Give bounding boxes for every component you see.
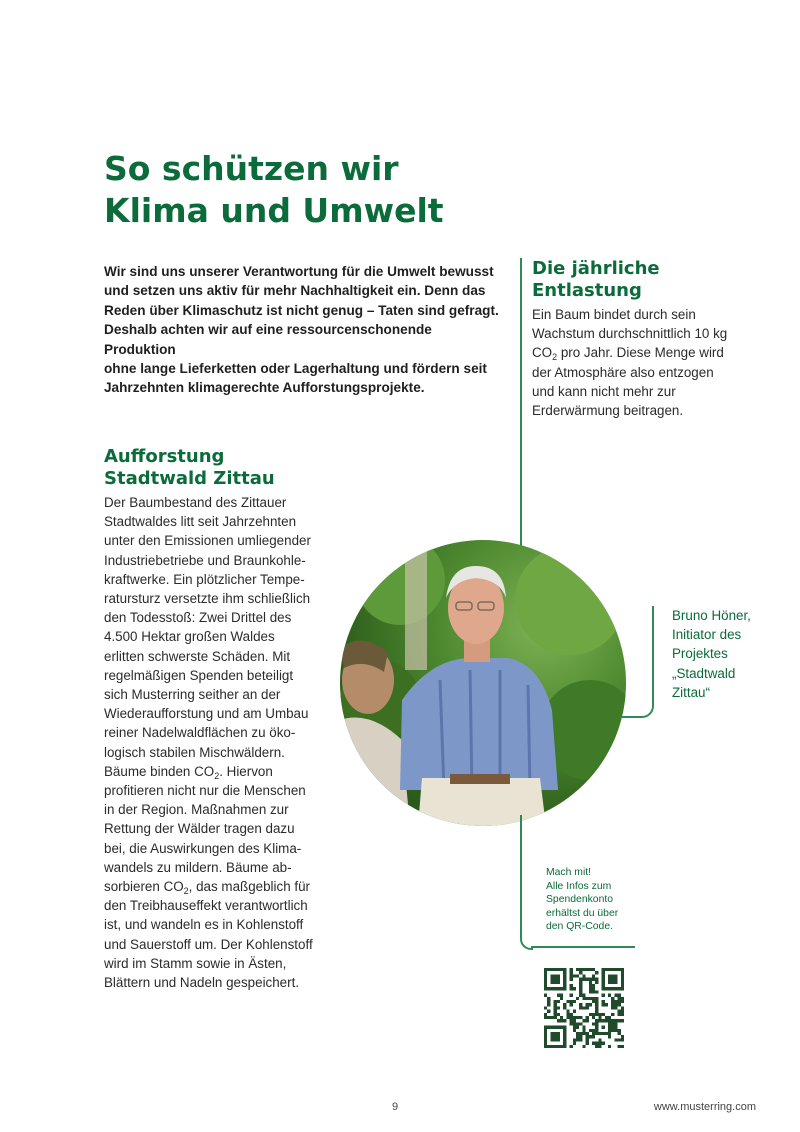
foliage-shape xyxy=(515,545,625,655)
forest-heading xyxy=(104,446,334,490)
shirt-shape xyxy=(400,658,558,790)
forest-line: Wiederaufforstung und am Umbau xyxy=(104,706,309,722)
relief-line: der Atmosphäre also entzogen xyxy=(532,364,714,380)
portrait-photo xyxy=(340,540,626,826)
relief-heading xyxy=(532,258,762,302)
forest-line: logisch stabilen Mischwäldern. xyxy=(104,744,285,760)
cta-line: Alle Infos zum xyxy=(546,880,612,892)
forest-line: Blättern und Nadeln gespeichert. xyxy=(104,975,300,991)
relief-line: Erderwärmung beitragen. xyxy=(532,403,684,419)
intro-line: ohne lange Lieferketten oder Lagerhaltung und fördern seit xyxy=(104,361,487,377)
forest-line: 4.500 Hektar großen Waldes xyxy=(104,629,275,645)
page-title xyxy=(104,148,444,232)
cta-text xyxy=(546,866,618,934)
co2-subscript: 2 xyxy=(183,886,189,897)
cta-line: erhältst du über xyxy=(546,907,619,919)
caption-line: Projektes xyxy=(672,646,728,662)
title-line: Klima und Umwelt xyxy=(104,191,444,230)
caption-line: Initiator des xyxy=(672,627,742,643)
footer-url[interactable]: www.musterring.com xyxy=(653,1101,756,1113)
caption-line: „Stadtwald xyxy=(672,665,736,681)
caption-line: Zittau“ xyxy=(672,684,710,700)
cta-connector xyxy=(520,815,533,950)
forest-line: reiner Nadelwaldflächen zu öko- xyxy=(104,725,296,741)
forest-line: sich Musterring seither an der xyxy=(104,687,281,703)
forest-line: profitieren nicht nur die Menschen xyxy=(104,783,306,799)
forest-line: und Sauerstoff um. Der Kohlenstoff xyxy=(104,936,313,952)
caption-connector xyxy=(620,606,654,718)
cta-line: den QR-Code. xyxy=(546,921,613,933)
forest-line: Industriebetriebe und Braunkohle- xyxy=(104,552,306,568)
relief-line: Ein Baum bindet durch sein xyxy=(532,307,696,322)
forest-line xyxy=(104,877,334,896)
divider-line xyxy=(520,258,522,548)
forest-line: Stadtwaldes litt seit Jahrzehnten xyxy=(104,514,297,530)
relief-heading-line: Die jährliche xyxy=(532,258,660,279)
forest-line-text: Bäume binden xyxy=(104,763,191,779)
cta-connector-line xyxy=(531,946,635,948)
forest-line: erlitten schwerste Schäden. Mit xyxy=(104,648,291,664)
relief-heading-line: Entlastung xyxy=(532,280,642,301)
forest-line-text: Hiervon xyxy=(226,763,273,779)
relief-line: Wachstum durchschnittlich 10 kg xyxy=(532,326,728,342)
co2-text: CO xyxy=(163,879,184,895)
forest-line: regelmäßigen Spenden beteiligt xyxy=(104,667,294,683)
forest-heading-line: Stadtwald Zittau xyxy=(104,468,275,489)
co2-text: CO xyxy=(194,763,215,779)
intro-line: Deshalb achten wir auf eine ressourcenschonende Produktion xyxy=(104,322,432,357)
forest-line: den Treibhauseffekt verantwortlich xyxy=(104,898,308,914)
forest-line: Der Baumbestand des Zittauer xyxy=(104,495,287,510)
forest-section xyxy=(104,446,334,992)
relief-text xyxy=(532,305,762,420)
forest-text xyxy=(104,493,334,992)
forest-line: bei, die Auswirkungen des Klima- xyxy=(104,840,302,856)
forest-line: in der Region. Maßnahmen zur xyxy=(104,802,289,818)
forest-line: Bäume binden $CO_2$. Hiervon xyxy=(104,763,273,781)
forest-line: kraftwerke. Ein plötzlicher Tempe- xyxy=(104,571,305,587)
caption-line: Bruno Höner, xyxy=(672,608,751,623)
cta-line: Mach mit! xyxy=(546,867,592,878)
belt-shape xyxy=(450,774,510,784)
forest-line: unter den Emissionen umliegender xyxy=(104,533,311,549)
relief-line-text: pro Jahr. Diese Menge wird xyxy=(560,345,724,361)
forest-line: ist, und wandeln es in Kohlenstoff xyxy=(104,917,304,933)
forest-heading-line: Aufforstung xyxy=(104,446,225,467)
co2-text: CO xyxy=(532,345,553,361)
relief-line: und kann nicht mehr zur xyxy=(532,383,676,399)
qr-code-icon[interactable] xyxy=(544,968,624,1048)
relief-section xyxy=(532,258,762,420)
page-number: 9 xyxy=(392,1101,399,1113)
intro-paragraph xyxy=(104,262,504,398)
foliage-shape xyxy=(355,540,445,625)
forest-line-text: , das maßgeblich für xyxy=(188,879,310,895)
forest-line: ratursturz versetzte ihm schließlich xyxy=(104,591,311,607)
forest-line: Rettung der Wälder tragen dazu xyxy=(104,821,295,837)
intro-line: und setzen uns aktiv für mehr Nachhaltigkeit ein. Denn das xyxy=(104,283,486,299)
cta-line: Spendenkonto xyxy=(546,894,614,906)
forest-line-text: sorbieren xyxy=(104,879,160,895)
title-line: So schützen wir xyxy=(104,149,399,188)
tree-trunk xyxy=(405,540,427,670)
photo-illustration xyxy=(340,540,626,826)
relief-line xyxy=(532,343,762,362)
intro-line: Wir sind uns unserer Verantwortung für die Umwelt bewusst xyxy=(104,264,494,279)
intro-line: Reden über Klimaschutz ist nicht genug – Taten sind gefragt. xyxy=(104,302,499,318)
co2-subscript: 2 xyxy=(552,352,558,363)
forest-line: wird im Stamm sowie in Ästen, xyxy=(104,955,287,971)
forest-line: den Todesstoß: Zwei Drittel des xyxy=(104,610,292,626)
forest-line: wandels zu mildern. Bäume ab- xyxy=(104,859,292,875)
intro-line: Jahrzehnten klimagerechte Aufforstungsprojekte. xyxy=(104,380,425,396)
co2-subscript: 2 xyxy=(214,770,220,781)
person-caption xyxy=(672,606,751,702)
